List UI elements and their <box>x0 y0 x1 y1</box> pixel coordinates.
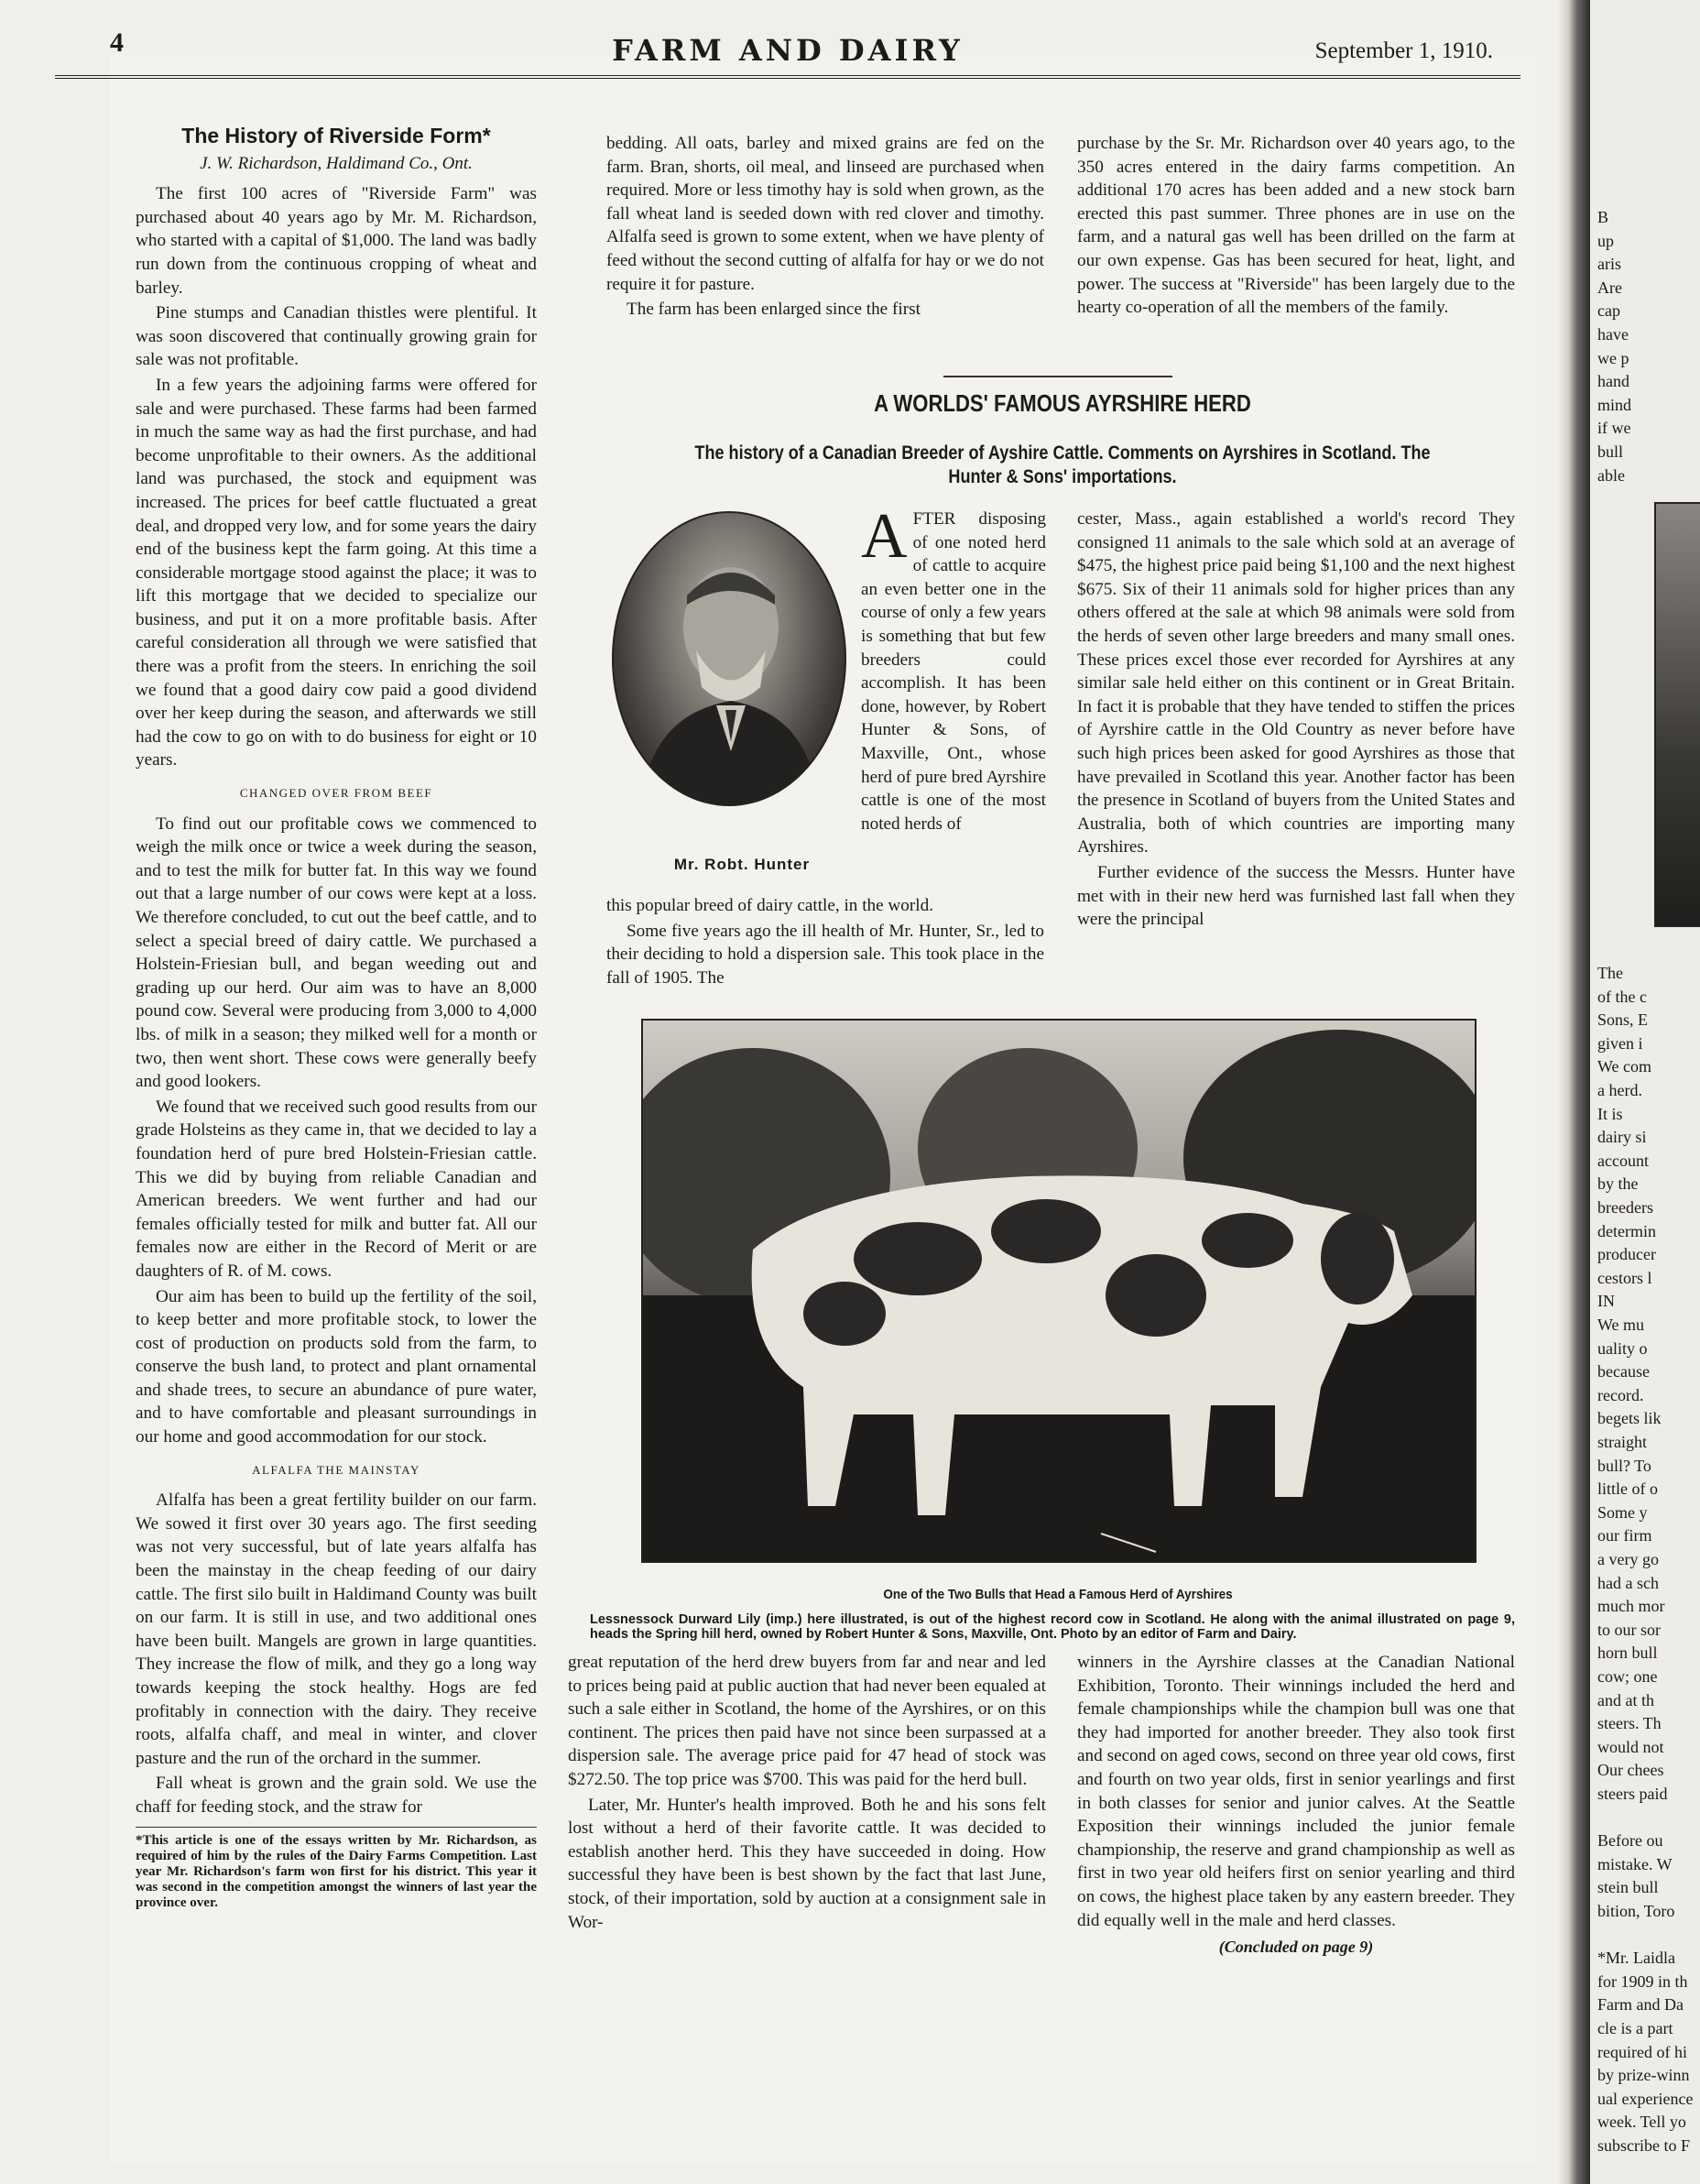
next-page-line: account <box>1597 1151 1649 1170</box>
next-page-line: We com <box>1597 1057 1652 1076</box>
next-page-line: required of hi <box>1597 2042 1687 2061</box>
next-page-line: Before ou <box>1597 1831 1663 1851</box>
next-page-line: Are <box>1597 278 1622 297</box>
next-page-line: have <box>1597 325 1629 344</box>
portrait-caption: Mr. Robt. Hunter <box>673 856 811 873</box>
section-rule <box>943 376 1172 377</box>
next-page-line: ual experience <box>1597 2089 1694 2108</box>
paragraph: Alfalfa has been a great fertility builder on our farm. We sowed it first over 30 years ago. The first seeding was not very successful, but of late years alfalfa has been the mainstay in the cheap feeding of our dairy cattle. The first silo built in Haldimand County was built on our farm. It is still in use, and two additional ones have been built. Mangels are grown in large quantities. They increase the flow of milk, and they go a long way towards keeping the stock healthy. Hogs are fed profitably in connection with the dairy. They receive roots, alfalfa chaff, and meal in winter, and clover pasture and the run of the orchard in the summer. <box>136 1491 537 1768</box>
next-page-line: aris <box>1597 255 1621 274</box>
next-page-line: horn bull <box>1597 1643 1658 1663</box>
paragraph: purchase by the Sr. Mr. Richardson over 40 years ago, to the 350 acres entered in the dairy farms competition. An additional 170 acres has been added and a new stock barn erected this past summer. Three phones are in use on the farm, and a natural gas well has been drilled on the farm at our own expense. Gas has been secured for heat, light, and power. The success at "Riverside" has been largely due to the hearty co-operation of all the members of the family. <box>1077 134 1515 318</box>
next-page-line: our firm <box>1597 1526 1652 1545</box>
paragraph: Later, Mr. Hunter's health improved. Both he and his sons felt lost without a herd of their favorite cattle. It was decided to establish another herd. This they have succeeded in doing. How successful they have been is best shown by the fact that last June, stock, of their importation, sold by auction at a consignment sale in Wor- <box>568 1795 1046 1932</box>
next-page-line: mistake. W <box>1597 1854 1673 1873</box>
photo-description: Lessnessock Durward Lily (imp.) here illustrated, is out of the highest record cow in Scotland. He along with the animal illustrated on page 9, heads the Spring hill herd, owned by Robert Hunter & Sons, Maxville, Ont. Photo by an editor of Farm and Dairy. <box>590 1612 1515 1642</box>
next-page-line: cle is a part <box>1597 2019 1673 2037</box>
next-page-line: The <box>1597 964 1623 982</box>
paragraph: great reputation of the herd drew buyers from far and near and led to prices being paid at public auction that had never been equaled at such a sale either in Scotland, the home of the Ayrshires, or on this continent. The prices then paid have not since been surpassed at a dispersion sale. The average price paid for 47 head of stock was $272.50. The top price was $700. This was paid for the herd bull. <box>568 1653 1046 1789</box>
next-page-line: dairy si <box>1597 1128 1647 1147</box>
next-page-line: and at th <box>1597 1690 1654 1709</box>
middle-top-column <box>606 132 1044 323</box>
next-page-line: uality o <box>1597 1338 1648 1358</box>
next-page-line: for 1909 in th <box>1597 1971 1688 1991</box>
paragraph: bedding. All oats, barley and mixed grains are fed on the farm. Bran, shorts, oil meal, and linseed are purchased when required. More or less timothy hay is sold when grown, as the fall wheat land is seeded down with red clover and timothy. Alfalfa seed is grown to some extent, when we have plenty of feed without the second cutting of alfalfa for hay or we do not require it for pasture. <box>606 134 1044 294</box>
next-page-line: cap <box>1597 301 1620 321</box>
paragraph: The first 100 acres of "Riverside Farm" was purchased about 40 years ago by Mr. M. Richardson, who started with a capital of $1,000. The land was badly run down from the continuous cropping of wheat and barley. <box>136 184 537 298</box>
next-page-line: cestors l <box>1597 1268 1652 1287</box>
book-spine <box>1557 0 1590 2184</box>
next-page-line: stein bull <box>1597 1878 1659 1897</box>
next-page-line: steers. Th <box>1597 1714 1662 1733</box>
next-page-line: we p <box>1597 348 1629 367</box>
next-page-line: by the <box>1597 1174 1639 1194</box>
next-page-line: Farm and Da <box>1597 1995 1684 2015</box>
paragraph: In a few years the adjoining farms were offered for sale and were purchased. These farms had been farmed in much the same way as had the first purchase, and had become unprofitable to their owners. As the additional land was purchased, the stock and equipment was increased. The prices for beef cattle fluctuated a great deal, and dropped very low, and for some years the dairy end of the business kept the farm going. At this time a considerable mortgage stood against the place; it was to lift this mortgage that we decided to specialize our business, and put it on a more profitable basis. After careful consideration all through we were satisfied that there was a profit from the steers. In enriching the soil we found that a good dairy cow paid a good dividend over her keep during the season, and afterwards we still had the cow to go on with to do business for eight or 10 years. <box>136 375 537 770</box>
next-page-line: IN <box>1597 1292 1615 1311</box>
next-page-line: It is <box>1597 1104 1623 1123</box>
paragraph: To find out our profitable cows we commenced to weigh the milk once or twice a week during the season, and to test the milk for butter fat. In this way we found out that a large number of our cows were kept at a loss. We therefore concluded, to cut out the beef cattle, and to select a special breed of dairy cattle. We purchased a Holstein-Friesian bull, and began weeding out and grading up our herd. Our aim was to have an 8,000 pound cow. Several were producing from 3,000 to 4,000 lbs. of milk in a season; they milked well for a month or two, then went short. These cows were generally beefy and good lookers. <box>136 814 537 1092</box>
paragraph: The farm has been enlarged since the first <box>627 300 921 320</box>
next-page-line: because <box>1597 1362 1650 1381</box>
paragraph: Fall wheat is grown and the grain sold. We use the chaff for feeding stock, and the straw for <box>136 1774 537 1817</box>
intro-text: FTER disposing of one noted herd of cattle to acquire an even better one in the course of only a few years is something that but few breeders could accomplish. It has been done, however, by Robert Hunter & Sons, of Maxville, Ont., whose herd of pure bred Ayrshire cattle is one of the most noted herds of <box>861 509 1046 834</box>
next-page-line: mind <box>1597 395 1632 414</box>
next-page-line: had a sch <box>1597 1573 1659 1592</box>
next-page-line: bition, Toro <box>1597 1902 1675 1920</box>
left-column <box>136 125 537 1911</box>
next-page-line: much mor <box>1597 1597 1665 1616</box>
next-page-line: able <box>1597 465 1625 485</box>
next-page-line: producer <box>1597 1245 1656 1264</box>
paragraph: Some five years ago the ill health of Mr. Hunter, Sr., led to their deciding to hold a dispersion sale. This took place in the fall of 1905. The <box>606 921 1044 988</box>
footnote: *This article is one of the essays written by Mr. Richardson, as required of him by the rules of the Dairy Farms Competition. Last year Mr. Richardson's farm won first for his district. This year it was second in the competition amongst the winners of last year the province over. <box>136 1827 537 1911</box>
next-page-line: bull <box>1597 442 1624 461</box>
right-top-column <box>1077 132 1515 322</box>
next-page-line: would not <box>1597 1737 1664 1756</box>
page-header <box>55 16 1520 79</box>
concluded-note: (Concluded on page 9) <box>1218 1938 1374 1957</box>
portrait-figure <box>614 513 845 804</box>
lower-left-column <box>568 1651 1046 1936</box>
next-page-line: by prize-winn <box>1597 2066 1690 2085</box>
next-page-line: Some y <box>1597 1502 1648 1522</box>
next-page-line: determin <box>1597 1221 1656 1240</box>
ayrshire-subtitle: The history of a Canadian Breeder of Ayshire Cattle. Comments on Ayrshires in Scotland. The Hunter & Sons' importations. <box>694 442 1431 487</box>
next-page-line: given i <box>1597 1033 1643 1053</box>
next-page-line: B <box>1597 208 1609 226</box>
masthead: FARM AND DAIRY <box>612 33 964 68</box>
next-page-line: straight <box>1597 1433 1647 1451</box>
bull-illustration <box>643 1021 1475 1561</box>
riverside-title: The History of Riverside Form* <box>181 124 491 147</box>
next-page-photo <box>1654 502 1700 927</box>
paragraph: Pine stumps and Canadian thistles were plentiful. It was soon discovered that continually growing grain for sale was not profitable. <box>136 303 537 370</box>
next-page-line: Our chees <box>1597 1761 1664 1780</box>
paragraph: Further evidence of the success the Messrs. Hunter have met with in their new herd was furnished last fall when they were the principal <box>1077 862 1515 930</box>
next-page-line: begets lik <box>1597 1409 1662 1428</box>
drop-cap: A <box>861 501 908 572</box>
ayrshire-middle-column <box>861 501 1046 835</box>
ayrshire-middle-continue <box>606 894 1044 991</box>
next-page-line: breeders <box>1597 1198 1653 1217</box>
next-page-line: cow; one <box>1597 1667 1658 1686</box>
subhead-changed-over: CHANGED OVER FROM BEEF <box>239 786 433 801</box>
next-page-line: a herd. <box>1597 1081 1642 1099</box>
riverside-byline: J. W. Richardson, Haldimand Co., Ont. <box>200 153 473 173</box>
next-page-line: little of o <box>1597 1480 1658 1499</box>
next-page-line: up <box>1597 231 1614 250</box>
next-page-line: subscribe to F <box>1597 2136 1690 2155</box>
subhead-alfalfa: ALFALFA THE MAINSTAY <box>252 1462 420 1477</box>
next-page-line: hand <box>1597 372 1629 391</box>
page-number: 4 <box>110 27 124 58</box>
portrait-photo <box>612 511 846 806</box>
paragraph: cester, Mass., again established a world's record They consigned 11 animals to the sale which sold at an average of $475, the highest price paid being $1,100 and the next highest $675. Six of their 11 animals sold for higher prices than any others offered at the sale at which 98 animals were sold from the herds of seven other large breeders and many small ones. These prices excel those ever recorded for Ayrshires at any similar sale held either on this continent or in Great Britain. In fact it is probable that they have tended to stiffen the prices of Ayrshire cattle in the Old Country as never before have such high prices been asked for good Ayrshires as those that have prevailed in Scotland this year. Another factor has been the presence in Scotland of buyers from the United States and Australia, both of which countries are importing many Ayrshires. <box>1077 509 1515 857</box>
next-page-line: Sons, E <box>1597 1010 1649 1030</box>
paragraph: this popular breed of dairy cattle, in the world. <box>606 896 933 915</box>
portrait-frame <box>612 511 854 804</box>
ayrshire-right-column <box>1077 508 1515 934</box>
bull-photo <box>641 1019 1477 1563</box>
ayrshire-title: A WORLDS' FAMOUS AYRSHIRE HERD <box>874 389 1251 417</box>
next-page-line: if we <box>1597 419 1631 438</box>
next-page-line: steers paid <box>1597 1785 1668 1803</box>
next-page-line: bull? To <box>1597 1456 1651 1475</box>
next-page-line: *Mr. Laidla <box>1597 1949 1675 1968</box>
paragraph: We found that we received such good results from our grade Holsteins as they came in, that we decided to lay a foundation herd of pure bred Holstein-Friesian cattle. This we did by buying from reliable Canadian and American breeders. We went further and had our females officially tested for milk and butter fat. All our females now are either in the Record of Merit or are daughters of R. of M. cows. <box>136 1097 537 1281</box>
issue-date: September 1, 1910. <box>1314 38 1493 63</box>
next-page-fragment <box>1590 0 1700 2184</box>
lower-right-column <box>1077 1651 1515 1960</box>
next-page-line: record. <box>1597 1385 1644 1404</box>
paragraph: Our aim has been to build up the fertility of the soil, to keep better and more profitable stock, to lower the cost of production on products sold from the farm, to conserve the bush land, to protect and plant ornamental and shade trees, to secure an abundance of pure water, and to have comfortable and pleasant surroundings in our home and good accommodation for our stock. <box>136 1286 537 1447</box>
next-page-line: a very go <box>1597 1550 1659 1568</box>
next-page-line: to our sor <box>1597 1620 1661 1639</box>
next-page-line: We mu <box>1597 1316 1645 1334</box>
paragraph: winners in the Ayrshire classes at the Canadian National Exhibition, Toronto. Their winnings included the herd and female championships while the champion bull was one that they had imported for another breeder. They also took first and second on aged cows, second on three year old cows, first and fourth on two year olds, first in senior yearlings and first in both classes for senior and junior calves. At the Seattle Exposition their winnings included the junior female championship, the reserve and grand championship as well as first in two year old heifers first on senior yearling and third on cows, the highest place taken by any eastern breeder. They did equally well in the male and herd classes. <box>1077 1653 1515 1930</box>
next-page-line: of the c <box>1597 987 1647 1006</box>
next-page-line: week. Tell yo <box>1597 2113 1686 2132</box>
photo-caption: One of the Two Bulls that Head a Famous Herd of Ayrshires <box>883 1587 1233 1602</box>
